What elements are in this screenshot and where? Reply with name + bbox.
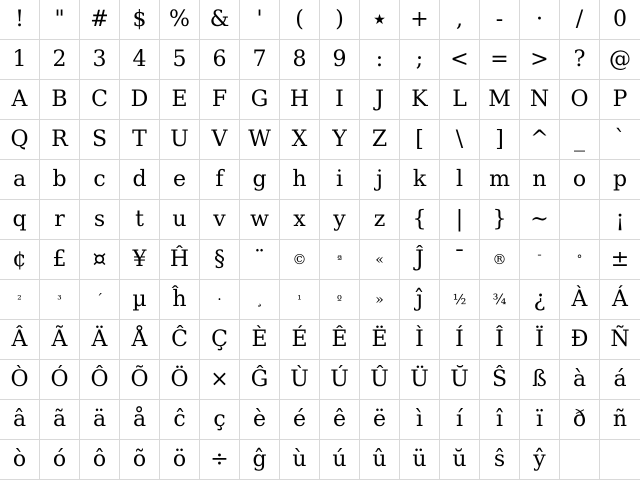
- glyph-cell[interactable]: ;: [400, 40, 440, 80]
- glyph-cell[interactable]: c: [80, 160, 120, 200]
- glyph-cell[interactable]: ¸: [240, 280, 280, 320]
- glyph-cell[interactable]: Ë: [360, 320, 400, 360]
- glyph-cell[interactable]: ~: [520, 200, 560, 240]
- glyph-cell[interactable]: B: [40, 80, 80, 120]
- glyph-cell[interactable]: «: [360, 240, 400, 280]
- glyph-cell[interactable]: #: [80, 0, 120, 40]
- glyph-cell[interactable]: j: [360, 160, 400, 200]
- glyph-cell[interactable]: R: [40, 120, 80, 160]
- glyph-cell[interactable]: ó: [40, 440, 80, 480]
- glyph-cell[interactable]: X: [280, 120, 320, 160]
- glyph-cell[interactable]: ©: [280, 240, 320, 280]
- glyph-cell[interactable]: %: [160, 0, 200, 40]
- glyph-cell[interactable]: ĝ: [240, 440, 280, 480]
- glyph-cell[interactable]: t: [120, 200, 160, 240]
- glyph-cell[interactable]: Ç: [200, 320, 240, 360]
- glyph-cell[interactable]: =: [480, 40, 520, 80]
- glyph-cell[interactable]: f: [200, 160, 240, 200]
- glyph-cell[interactable]: ·: [520, 0, 560, 40]
- glyph-cell[interactable]: ¨: [240, 240, 280, 280]
- glyph-cell[interactable]: [600, 440, 640, 480]
- glyph-cell[interactable]: Y: [320, 120, 360, 160]
- glyph-cell[interactable]: U: [160, 120, 200, 160]
- glyph-cell[interactable]: ĵ: [400, 280, 440, 320]
- glyph-cell[interactable]: ²: [0, 280, 40, 320]
- glyph-cell[interactable]: è: [240, 400, 280, 440]
- glyph-cell[interactable]: p: [600, 160, 640, 200]
- glyph-cell[interactable]: k: [400, 160, 440, 200]
- glyph-cell[interactable]: È: [240, 320, 280, 360]
- glyph-cell[interactable]: ¥: [120, 240, 160, 280]
- glyph-cell[interactable]: Z: [360, 120, 400, 160]
- glyph-cell[interactable]: M: [480, 80, 520, 120]
- glyph-cell[interactable]: ª: [320, 240, 360, 280]
- glyph-cell[interactable]: V: [200, 120, 240, 160]
- glyph-cell[interactable]: G: [240, 80, 280, 120]
- glyph-cell[interactable]: Ì: [400, 320, 440, 360]
- glyph-cell[interactable]: Õ: [120, 360, 160, 400]
- glyph-cell[interactable]: ': [240, 0, 280, 40]
- glyph-cell[interactable]: £: [40, 240, 80, 280]
- glyph-cell[interactable]: w: [240, 200, 280, 240]
- glyph-cell[interactable]: ì: [400, 400, 440, 440]
- glyph-cell[interactable]: ¹: [280, 280, 320, 320]
- glyph-cell[interactable]: Ú: [320, 360, 360, 400]
- glyph-cell[interactable]: ,: [440, 0, 480, 40]
- glyph-cell[interactable]: ò: [0, 440, 40, 480]
- glyph-cell[interactable]: õ: [120, 440, 160, 480]
- glyph-cell[interactable]: ñ: [600, 400, 640, 440]
- glyph-cell[interactable]: e: [160, 160, 200, 200]
- glyph-cell[interactable]: ŭ: [440, 440, 480, 480]
- glyph-cell[interactable]: /: [560, 0, 600, 40]
- glyph-cell[interactable]: ¤: [80, 240, 120, 280]
- glyph-cell[interactable]: Â: [0, 320, 40, 360]
- glyph-cell[interactable]: Ò: [0, 360, 40, 400]
- glyph-cell[interactable]: <: [440, 40, 480, 80]
- glyph-cell[interactable]: Ĵ: [400, 240, 440, 280]
- glyph-cell[interactable]: Ĝ: [240, 360, 280, 400]
- glyph-cell[interactable]: +: [400, 0, 440, 40]
- glyph-cell[interactable]: ¾: [480, 280, 520, 320]
- glyph-cell[interactable]: L: [440, 80, 480, 120]
- glyph-cell[interactable]: l: [440, 160, 480, 200]
- glyph-cell[interactable]: ð: [560, 400, 600, 440]
- glyph-cell[interactable]: Ù: [280, 360, 320, 400]
- glyph-cell[interactable]: ĉ: [160, 400, 200, 440]
- glyph-cell[interactable]: Ü: [400, 360, 440, 400]
- glyph-cell[interactable]: ¢: [0, 240, 40, 280]
- glyph-cell[interactable]: D: [120, 80, 160, 120]
- glyph-cell[interactable]: Ñ: [600, 320, 640, 360]
- glyph-cell[interactable]: _: [560, 120, 600, 160]
- glyph-cell[interactable]: y: [320, 200, 360, 240]
- glyph-cell[interactable]: ú: [320, 440, 360, 480]
- glyph-cell[interactable]: Ê: [320, 320, 360, 360]
- glyph-cell[interactable]: >: [520, 40, 560, 80]
- glyph-cell[interactable]: ]: [480, 120, 520, 160]
- glyph-cell[interactable]: Q: [0, 120, 40, 160]
- glyph-cell[interactable]: ë: [360, 400, 400, 440]
- glyph-cell[interactable]: Ï: [520, 320, 560, 360]
- glyph-cell[interactable]: °: [560, 240, 600, 280]
- glyph-cell[interactable]: »: [360, 280, 400, 320]
- glyph-cell[interactable]: x: [280, 200, 320, 240]
- glyph-cell[interactable]: v: [200, 200, 240, 240]
- glyph-cell[interactable]: ×: [200, 360, 240, 400]
- glyph-cell[interactable]: ü: [400, 440, 440, 480]
- glyph-cell[interactable]: E: [160, 80, 200, 120]
- glyph-cell[interactable]: ŝ: [480, 440, 520, 480]
- glyph-cell[interactable]: z: [360, 200, 400, 240]
- glyph-cell[interactable]: d: [120, 160, 160, 200]
- glyph-cell[interactable]: I: [320, 80, 360, 120]
- glyph-cell[interactable]: Ĉ: [160, 320, 200, 360]
- glyph-cell[interactable]: u: [160, 200, 200, 240]
- glyph-cell[interactable]: h: [280, 160, 320, 200]
- glyph-cell[interactable]: à: [560, 360, 600, 400]
- glyph-cell[interactable]: [560, 200, 600, 240]
- glyph-cell[interactable]: ^: [520, 120, 560, 160]
- glyph-cell[interactable]: Î: [480, 320, 520, 360]
- glyph-cell[interactable]: [: [400, 120, 440, 160]
- glyph-cell[interactable]: Ö: [160, 360, 200, 400]
- glyph-cell[interactable]: {: [400, 200, 440, 240]
- glyph-cell[interactable]: ÷: [200, 440, 240, 480]
- glyph-cell[interactable]: Ä: [80, 320, 120, 360]
- glyph-cell[interactable]: 8: [280, 40, 320, 80]
- glyph-cell[interactable]: N: [520, 80, 560, 120]
- glyph-cell[interactable]: `: [600, 120, 640, 160]
- glyph-cell[interactable]: û: [360, 440, 400, 480]
- glyph-cell[interactable]: ö: [160, 440, 200, 480]
- glyph-cell[interactable]: ±: [600, 240, 640, 280]
- glyph-cell[interactable]: ï: [520, 400, 560, 440]
- glyph-cell[interactable]: H: [280, 80, 320, 120]
- glyph-cell[interactable]: s: [80, 200, 120, 240]
- glyph-cell[interactable]: ä: [80, 400, 120, 440]
- glyph-cell[interactable]: \: [440, 120, 480, 160]
- glyph-cell[interactable]: ®: [480, 240, 520, 280]
- glyph-cell[interactable]: Á: [600, 280, 640, 320]
- glyph-cell[interactable]: (: [280, 0, 320, 40]
- glyph-cell[interactable]: ã: [40, 400, 80, 440]
- glyph-cell[interactable]: ³: [40, 280, 80, 320]
- glyph-cell[interactable]: ¯: [520, 240, 560, 280]
- glyph-cell[interactable]: 3: [80, 40, 120, 80]
- glyph-cell[interactable]: S: [80, 120, 120, 160]
- glyph-cell[interactable]: $: [120, 0, 160, 40]
- glyph-cell[interactable]: J: [360, 80, 400, 120]
- glyph-cell[interactable]: &: [200, 0, 240, 40]
- glyph-cell[interactable]: ĥ: [160, 280, 200, 320]
- glyph-cell[interactable]: å: [120, 400, 160, 440]
- glyph-cell[interactable]: é: [280, 400, 320, 440]
- glyph-cell[interactable]: i: [320, 160, 360, 200]
- glyph-cell[interactable]: A: [0, 80, 40, 120]
- glyph-cell[interactable]: ": [40, 0, 80, 40]
- glyph-cell[interactable]: O: [560, 80, 600, 120]
- glyph-cell[interactable]: É: [280, 320, 320, 360]
- glyph-cell[interactable]: í: [440, 400, 480, 440]
- glyph-cell[interactable]: m: [480, 160, 520, 200]
- glyph-cell[interactable]: Û: [360, 360, 400, 400]
- glyph-cell[interactable]: C: [80, 80, 120, 120]
- glyph-cell[interactable]: K: [400, 80, 440, 120]
- glyph-cell[interactable]: 9: [320, 40, 360, 80]
- glyph-cell[interactable]: Ĥ: [160, 240, 200, 280]
- glyph-cell[interactable]: !: [0, 0, 40, 40]
- glyph-cell[interactable]: 5: [160, 40, 200, 80]
- glyph-cell[interactable]: }: [480, 200, 520, 240]
- glyph-cell[interactable]: º: [320, 280, 360, 320]
- glyph-cell[interactable]: Í: [440, 320, 480, 360]
- glyph-cell[interactable]: -: [480, 0, 520, 40]
- glyph-cell[interactable]: ★: [360, 0, 400, 40]
- glyph-cell[interactable]: ß: [520, 360, 560, 400]
- glyph-cell[interactable]: ç: [200, 400, 240, 440]
- glyph-cell[interactable]: Ŭ: [440, 360, 480, 400]
- glyph-cell[interactable]: 4: [120, 40, 160, 80]
- glyph-cell[interactable]: 2: [40, 40, 80, 80]
- glyph-cell[interactable]: ŷ: [520, 440, 560, 480]
- glyph-cell[interactable]: ´: [80, 280, 120, 320]
- glyph-cell[interactable]: :: [360, 40, 400, 80]
- glyph-cell[interactable]: §: [200, 240, 240, 280]
- glyph-cell[interactable]: Å: [120, 320, 160, 360]
- glyph-cell[interactable]: T: [120, 120, 160, 160]
- glyph-cell[interactable]: a: [0, 160, 40, 200]
- glyph-cell[interactable]: Ð: [560, 320, 600, 360]
- glyph-cell[interactable]: [560, 440, 600, 480]
- glyph-cell[interactable]: á: [600, 360, 640, 400]
- glyph-cell[interactable]: Ã: [40, 320, 80, 360]
- glyph-cell[interactable]: Ó: [40, 360, 80, 400]
- glyph-cell[interactable]: ): [320, 0, 360, 40]
- glyph-cell[interactable]: 7: [240, 40, 280, 80]
- glyph-cell[interactable]: 1: [0, 40, 40, 80]
- glyph-cell[interactable]: Ŝ: [480, 360, 520, 400]
- glyph-cell[interactable]: À: [560, 280, 600, 320]
- glyph-cell[interactable]: µ: [120, 280, 160, 320]
- glyph-cell[interactable]: b: [40, 160, 80, 200]
- glyph-cell[interactable]: 6: [200, 40, 240, 80]
- glyph-cell[interactable]: @: [600, 40, 640, 80]
- glyph-cell[interactable]: ¯: [440, 240, 480, 280]
- glyph-cell[interactable]: o: [560, 160, 600, 200]
- glyph-cell[interactable]: ô: [80, 440, 120, 480]
- glyph-cell[interactable]: q: [0, 200, 40, 240]
- glyph-cell[interactable]: r: [40, 200, 80, 240]
- glyph-cell[interactable]: â: [0, 400, 40, 440]
- glyph-cell[interactable]: ·: [200, 280, 240, 320]
- glyph-cell[interactable]: ¡: [600, 200, 640, 240]
- glyph-cell[interactable]: ù: [280, 440, 320, 480]
- glyph-cell[interactable]: |: [440, 200, 480, 240]
- glyph-cell[interactable]: ?: [560, 40, 600, 80]
- glyph-cell[interactable]: F: [200, 80, 240, 120]
- glyph-cell[interactable]: n: [520, 160, 560, 200]
- glyph-cell[interactable]: 0: [600, 0, 640, 40]
- glyph-cell[interactable]: P: [600, 80, 640, 120]
- glyph-cell[interactable]: ê: [320, 400, 360, 440]
- glyph-cell[interactable]: ¿: [520, 280, 560, 320]
- glyph-cell[interactable]: W: [240, 120, 280, 160]
- glyph-cell[interactable]: î: [480, 400, 520, 440]
- glyph-cell[interactable]: ½: [440, 280, 480, 320]
- glyph-cell[interactable]: g: [240, 160, 280, 200]
- glyph-cell[interactable]: Ô: [80, 360, 120, 400]
